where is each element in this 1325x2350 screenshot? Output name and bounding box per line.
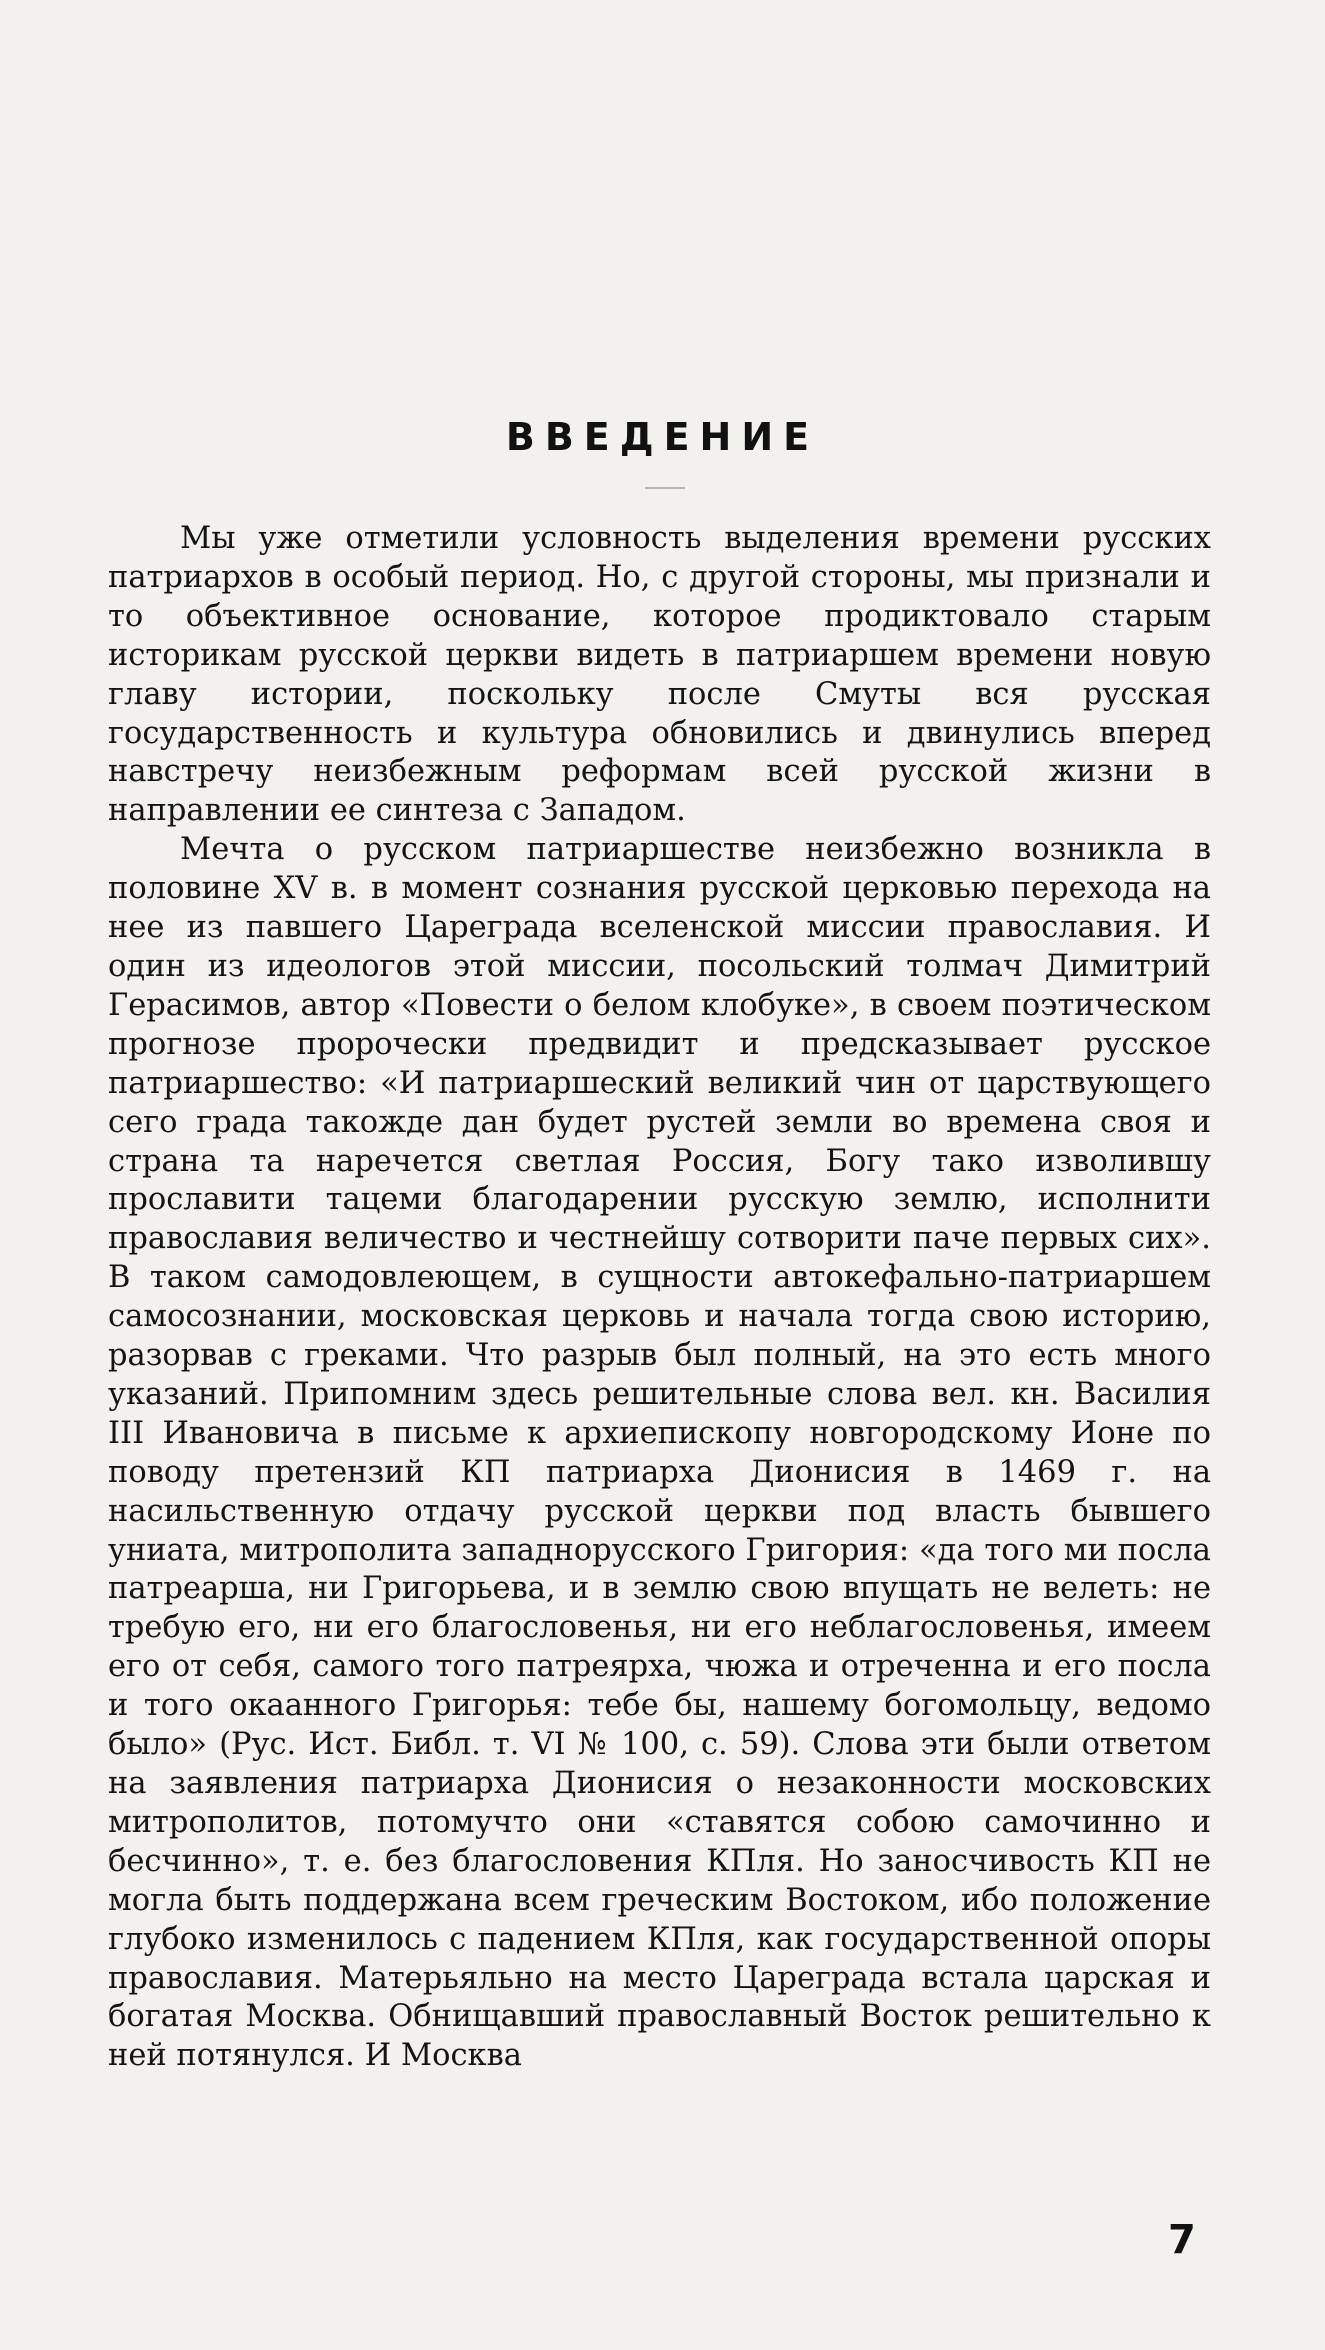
paragraph: Мечта о русском патриаршестве неизбежно возникла в половине XV в. в момент сознания русской церковью перехода на нее из павшего Цареграда вселенской миссии православия. И один из идеологов этой миссии, посольский толмач Димитрий Герасимов, автор «Повести о белом клобуке», в своем поэтическом прогнозе пророчески предвидит и предсказывает русское патриаршество: «И патриаршеский великий чин от царствующего сего града такожде дан будет рустей земли во времена своя и страна та наречется светлая Россия, Богу тако изволившу прославити тацеми благодарении русскую землю, исполнити православия величество и честнейшу сотворити паче первых сих». В таком самодовлеющем, в сущности автокефально-патриаршем самосознании, московская церковь и начала тогда свою историю, разорвав с греками. Что разрыв был полный, на это есть много указаний. Припомним здесь решительные слова вел. кн. Василия III Ивановича в письме к архиепископу новгородскому Ионе по поводу претензий КП патриарха Дионисия в 1469 г. на насильственную отдачу русской церкви под власть бывшего униата, митрополита западнорусского Григория: «да того ми посла патреарша, ни Григорьева, и в землю свою впущать не велеть: не требую его, ни его благословенья, ни его неблагословенья, имеем его от себя, самого того патреярха, чюжа и отреченна и его посла и того окаанного Григорья: тебе бы, нашему богомольцу, ведомо было» (Рус. Ист. Библ. т. VI № 100, с. 59). Слова эти были ответом на заявления патриарха Дионисия о незаконности московских митрополитов, потомучто они «ставятся собою самочинно и бесчинно», т. е. без благословения КПля. Но заносчивость КП не могла быть поддержана всем греческим Востоком, ибо положение глубоко изменилось с падением КПля, как государственной опоры православия. Матерьяльно на место Цареграда встала царская и богатая Москва. Обнищавший православный Восток решительно к ней потянулся. И Москва <box>108 832 1211 2074</box>
heading-divider <box>645 487 685 489</box>
body-text <box>108 520 1211 2076</box>
page-number: 7 <box>1168 2217 1196 2263</box>
chapter-heading: ВВЕДЕНИЕ <box>505 415 820 459</box>
paragraph: Мы уже отметили условность выделения времени русских патриархов в особый период. Но, с другой стороны, мы признали и то объективное основание, которое продиктовало старым историкам русской церкви видеть в патриаршем времени новую главу истории, поскольку после Смуты вся русская государственность и культура обновились и двинулись вперед навстречу неизбежным реформам всей русской жизни в направлении ее синтеза с Западом. <box>108 521 1211 829</box>
